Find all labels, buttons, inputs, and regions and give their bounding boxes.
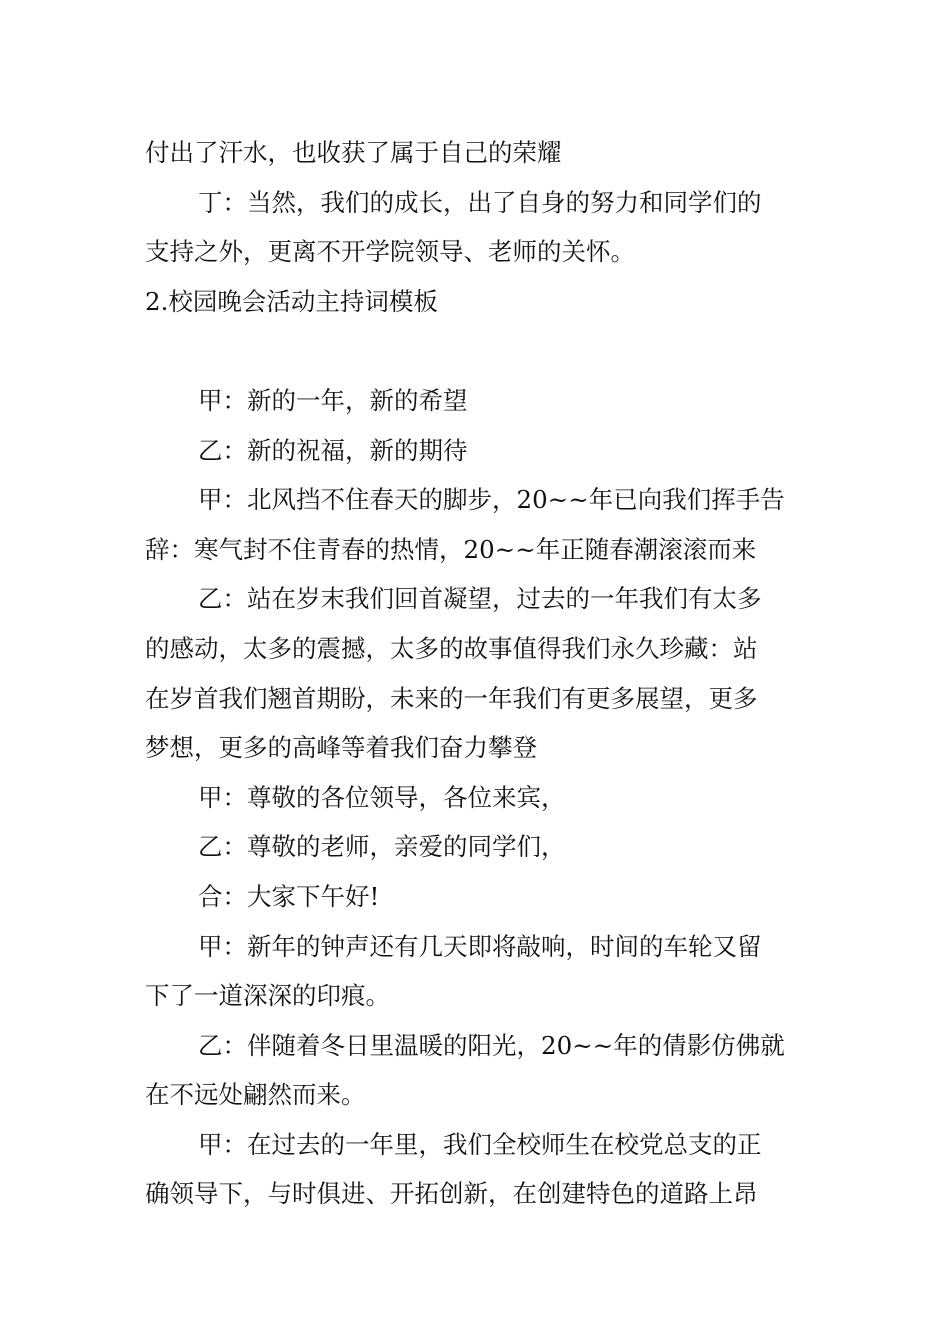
- section-heading: 2.校园晚会活动主持词模板: [145, 286, 438, 316]
- text-line: 梦想，更多的高峰等着我们奋力攀登: [145, 733, 537, 763]
- text-line: 乙：伴随着冬日里温暖的阳光，20~~年的倩影仿佛就: [198, 1030, 785, 1060]
- text-line: 下了一道深深的印痕。: [145, 981, 390, 1011]
- text-line: 付出了汗水，也收获了属于自己的荣耀: [145, 138, 562, 167]
- text-line: 甲：新年的钟声还有几天即将敲响，时间的车轮又留: [198, 931, 762, 961]
- text-line: 合：大家下午好!: [198, 881, 380, 911]
- text-line: 的感动，太多的震撼，太多的故事值得我们永久珍藏：站: [145, 633, 758, 663]
- text-line: 甲：新的一年，新的希望: [198, 385, 468, 415]
- text-line: 在不远处翩然而来。: [145, 1080, 366, 1110]
- text-line: 乙：尊敬的老师，亲爱的同学们，: [198, 832, 566, 862]
- text-line: 支持之外，更离不开学院领导、老师的关怀。: [145, 237, 635, 267]
- text-line: 在岁首我们翘首期盼，未来的一年我们有更多展望，更多: [145, 683, 758, 713]
- text-line: 确领导下，与时俱进、开拓创新，在创建特色的道路上昂: [145, 1179, 758, 1209]
- text-line: 乙：站在岁末我们回首凝望，过去的一年我们有太多: [198, 584, 762, 614]
- text-line: 甲：尊敬的各位领导，各位来宾，: [198, 782, 566, 812]
- text-line: 甲：在过去的一年里，我们全校师生在校党总支的正: [198, 1129, 762, 1159]
- text-line: 丁：当然，我们的成长，出了自身的努力和同学们的: [198, 187, 762, 217]
- document-body: [145, 128, 810, 1219]
- text-line: 辞：寒气封不住青春的热情，20~~年正随春潮滚滚而来: [145, 534, 757, 564]
- text-line: 乙：新的祝福，新的期待: [198, 435, 468, 465]
- text-line: 甲：北风挡不住春天的脚步，20~~年已向我们挥手告: [198, 485, 785, 515]
- blank-line: [145, 326, 810, 376]
